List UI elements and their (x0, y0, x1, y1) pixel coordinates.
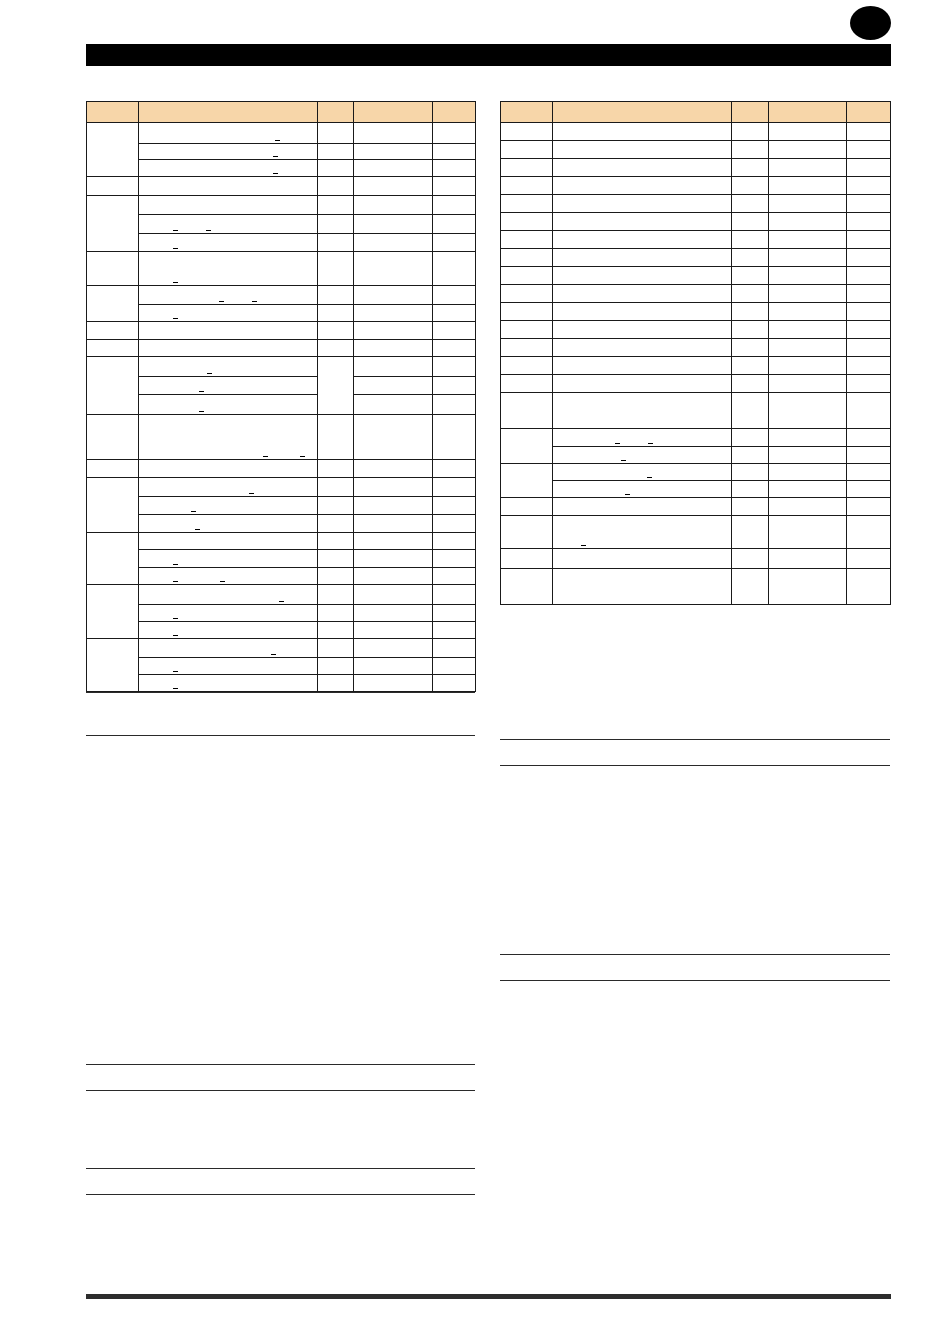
table-row (501, 357, 891, 375)
table-row (501, 177, 891, 195)
table-row (87, 286, 476, 305)
table-row (501, 123, 891, 141)
table-row (87, 460, 476, 478)
table-row (501, 249, 891, 267)
rule (86, 735, 475, 736)
rule (500, 765, 890, 766)
table-row (87, 497, 476, 515)
table-row (87, 305, 476, 322)
header-bar (86, 44, 891, 66)
rule (86, 1168, 475, 1169)
table-row (87, 585, 476, 605)
table-row (87, 639, 476, 658)
table-row (87, 568, 476, 585)
table-row (87, 658, 476, 675)
right-table-header (501, 102, 891, 123)
rule (86, 1064, 475, 1065)
table-row (501, 447, 891, 464)
rule (500, 739, 890, 740)
right-table (500, 101, 891, 605)
rule (500, 980, 890, 981)
table-row (501, 141, 891, 159)
column-header (87, 102, 139, 123)
table-row (87, 196, 476, 215)
table-row (87, 605, 476, 622)
table-row (87, 622, 476, 639)
table-row (87, 550, 476, 568)
table-row (87, 675, 476, 692)
column-header (354, 102, 433, 123)
table-row (501, 303, 891, 321)
table-row (501, 195, 891, 213)
table-row (501, 213, 891, 231)
table-row (501, 464, 891, 481)
column-header (433, 102, 476, 123)
table-row (87, 123, 476, 144)
table-row (501, 321, 891, 339)
column-header (553, 102, 732, 123)
table-row (87, 160, 476, 177)
rule (86, 1090, 475, 1091)
table-row (501, 393, 891, 429)
rule (86, 692, 475, 693)
page-badge (850, 6, 891, 40)
column-header (847, 102, 891, 123)
table-row (87, 252, 476, 286)
table-row (501, 481, 891, 498)
table-row (501, 375, 891, 393)
table-row (87, 215, 476, 234)
column-header (732, 102, 769, 123)
rule (86, 1194, 475, 1195)
table-row (87, 322, 476, 340)
column-header (501, 102, 553, 123)
left-table-header (87, 102, 476, 123)
column-header (769, 102, 847, 123)
table-row (501, 231, 891, 249)
left-table (86, 101, 476, 692)
rule (500, 954, 890, 955)
table-row (87, 177, 476, 196)
table-row (87, 478, 476, 497)
table-row (87, 533, 476, 550)
table-row (501, 516, 891, 549)
footer-bar (86, 1294, 891, 1299)
table-row (87, 357, 476, 377)
table-row (501, 267, 891, 285)
table-row (87, 377, 476, 395)
table-row (501, 498, 891, 516)
column-header (139, 102, 318, 123)
table-row (501, 429, 891, 447)
table-row (501, 339, 891, 357)
table-row (87, 515, 476, 533)
table-row (501, 549, 891, 569)
table-row (87, 234, 476, 252)
table-row (87, 395, 476, 415)
table-row (87, 340, 476, 357)
table-row (501, 569, 891, 605)
table-row (501, 285, 891, 303)
column-header (318, 102, 354, 123)
table-row (87, 144, 476, 160)
table-row (501, 159, 891, 177)
table-row (87, 415, 476, 460)
